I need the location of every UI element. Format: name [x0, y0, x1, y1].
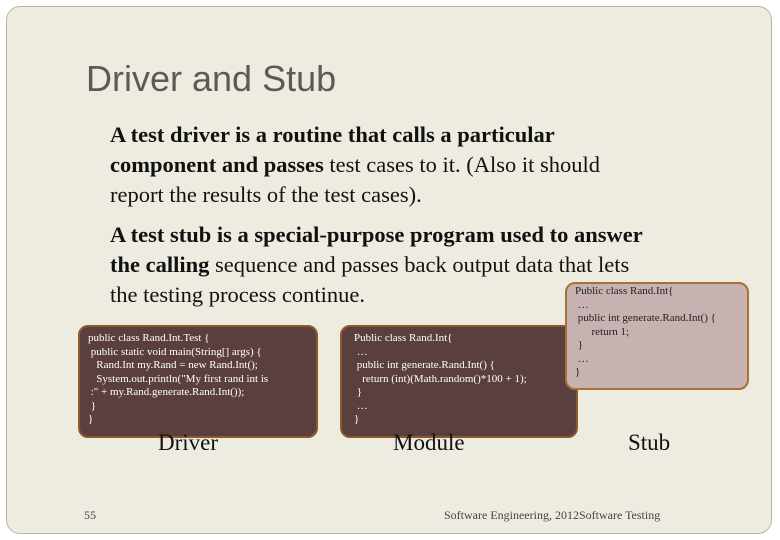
- bullet-bold: component and passes: [110, 152, 324, 177]
- page-number: 55: [84, 508, 96, 522]
- bullet-line: [110, 150, 736, 180]
- bullet-line: report the results of the test cases).: [110, 182, 422, 207]
- bullet-normal: test cases to it. (Also it should: [323, 152, 601, 177]
- module-code-box: Public class Rand.Int{ … public int generate.Rand.Int() { return (int)(Math.random()*100 + 1); } … }: [340, 325, 578, 438]
- driver-label: Driver: [158, 430, 219, 455]
- bullet-line: the testing process continue.: [110, 282, 365, 307]
- bullet-normal: sequence and passes back output data that lets: [209, 252, 630, 277]
- stub-code-box: Public class Rand.Int{ … public int generate.Rand.Int() { return 1; } … }: [565, 282, 749, 390]
- bullet-bold: the calling: [110, 252, 210, 277]
- module-label: Module: [393, 430, 465, 455]
- driver-code-box: public class Rand.Int.Test { public static void main(String[] args) { Rand.Int my.Rand = new Rand.Int(); System.out.println("My first rand int is :" + my.Rand.generate.Rand.Int()); } }: [78, 325, 318, 438]
- bullet-test-driver: [86, 120, 736, 210]
- bullet-line: A test stub is a special-purpose program used to answer: [110, 222, 643, 247]
- footer-text: Software Engineering, 2012Software Testing: [444, 508, 661, 522]
- bullet-line: [110, 250, 736, 280]
- bullet-text: [86, 120, 736, 210]
- stub-label: Stub: [628, 430, 671, 455]
- slide-title: Driver and Stub: [86, 58, 337, 99]
- bullet-line: A test driver is a routine that calls a particular: [110, 122, 555, 147]
